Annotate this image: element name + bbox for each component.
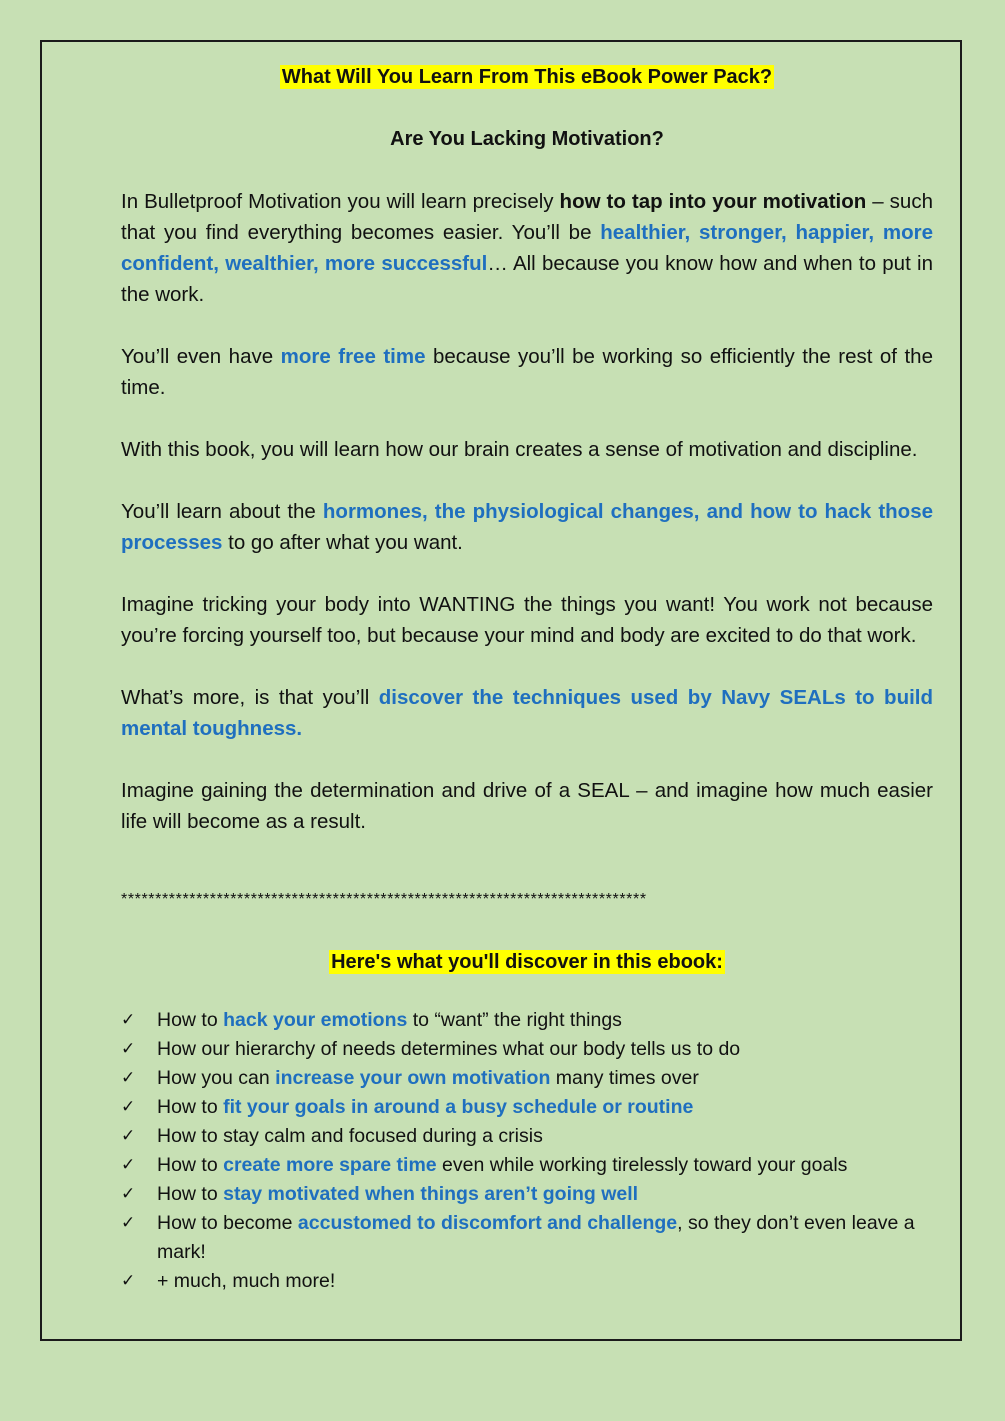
list-item: [121, 1122, 933, 1151]
list-item: [121, 1180, 933, 1209]
checkmark-icon: ✓: [121, 1184, 136, 1204]
paragraph-text: You’ll even have: [121, 345, 281, 368]
list-item: [121, 1064, 933, 1093]
paragraph-seals: [121, 682, 933, 744]
list-item-text: How to become: [157, 1212, 298, 1234]
paragraph-brain: With this book, you will learn how our brain creates a sense of motivation and discipline.: [121, 438, 918, 461]
discover-heading: Here's what you'll discover in this ebook:: [331, 951, 723, 973]
list-item-text: How you can: [157, 1067, 276, 1089]
paragraph-intro: [121, 186, 933, 310]
list-item-text: How to: [157, 1096, 224, 1118]
list-item-text: How to stay calm and focused during a crisis: [157, 1125, 543, 1147]
paragraph-text: to go after what you want.: [222, 531, 463, 554]
benefits-list: [121, 1006, 933, 1296]
paragraph-highlight-text: healthier, stronger, happier, more confident, wealthier, more successful: [121, 221, 933, 275]
paragraph-text: because you’ll be working so efficiently the rest of the time.: [121, 345, 933, 399]
checkmark-icon: ✓: [121, 1271, 136, 1291]
list-item-text: How to: [157, 1009, 224, 1031]
paragraph-bold-text: how to tap into your motivation: [559, 190, 867, 213]
document-body: [121, 62, 933, 1296]
checkmark-icon: ✓: [121, 1155, 136, 1175]
checkmark-icon: ✓: [121, 1010, 136, 1030]
title-block: [121, 62, 933, 93]
discover-heading-block: [121, 947, 933, 978]
list-item-text: + much, much more!: [157, 1270, 336, 1292]
paragraph-text: You’ll learn about the: [121, 500, 323, 523]
list-item: [121, 1267, 933, 1296]
list-item-highlight: increase your own motivation: [275, 1067, 551, 1089]
paragraph-highlight-text: discover the techniques used by Navy SEALs to build mental toughness.: [121, 686, 933, 740]
paragraph-free-time: [121, 341, 933, 403]
list-item: [121, 1093, 933, 1122]
page-title: What Will You Learn From This eBook Power Pack?: [281, 66, 773, 88]
list-item-highlight: create more spare time: [223, 1154, 437, 1176]
list-item-text: , so they don’t even leave a mark!: [157, 1212, 915, 1263]
list-item-highlight: hack your emotions: [223, 1009, 408, 1031]
list-item-highlight: fit your goals in around a busy schedule or routine: [223, 1096, 694, 1118]
list-item-text: How to: [157, 1183, 224, 1205]
list-item-text: to “want” the right things: [407, 1009, 622, 1031]
checkmark-icon: ✓: [121, 1097, 136, 1117]
separator-stars: *****************************************************************************: [121, 891, 647, 908]
paragraph-highlight-text: more free time: [280, 345, 426, 368]
paragraph-wanting: Imagine tricking your body into WANTING the things you want! You work not because you’re forcing yourself too, but because your mind and body are excited to do that work.: [121, 593, 933, 647]
list-item-text: How to: [157, 1154, 224, 1176]
list-item: [121, 1035, 933, 1064]
list-item-text: How our hierarchy of needs determines what our body tells us to do: [157, 1038, 741, 1060]
checkmark-icon: ✓: [121, 1126, 136, 1146]
paragraph-text: What’s more, is that you’ll: [121, 686, 379, 709]
checkmark-icon: ✓: [121, 1068, 136, 1088]
list-item-highlight: accustomed to discomfort and challenge: [297, 1212, 678, 1234]
list-item-text: many times over: [550, 1067, 699, 1089]
paragraph-hormones: [121, 496, 933, 558]
paragraph-determination: Imagine gaining the determination and drive of a SEAL – and imagine how much easier life will become as a result.: [121, 779, 933, 833]
checkmark-icon: ✓: [121, 1213, 136, 1233]
list-item: [121, 1151, 933, 1180]
section-subtitle: Are You Lacking Motivation?: [390, 128, 664, 150]
list-item: [121, 1209, 933, 1267]
list-item-text: even while working tirelessly toward your goals: [436, 1154, 848, 1176]
paragraph-text: … All because you know how and when to put in the work.: [121, 252, 934, 306]
paragraph-highlight-text: hormones, the physiological changes, and how to hack those processes: [121, 500, 934, 554]
paragraph-text: In Bulletproof Motivation you will learn precisely: [121, 190, 560, 213]
checkmark-icon: ✓: [121, 1039, 136, 1059]
list-item-highlight: stay motivated when things aren’t going well: [223, 1183, 639, 1205]
list-item: [121, 1006, 933, 1035]
paragraph-text: – such that you find everything becomes easier. You’ll be: [121, 190, 933, 244]
